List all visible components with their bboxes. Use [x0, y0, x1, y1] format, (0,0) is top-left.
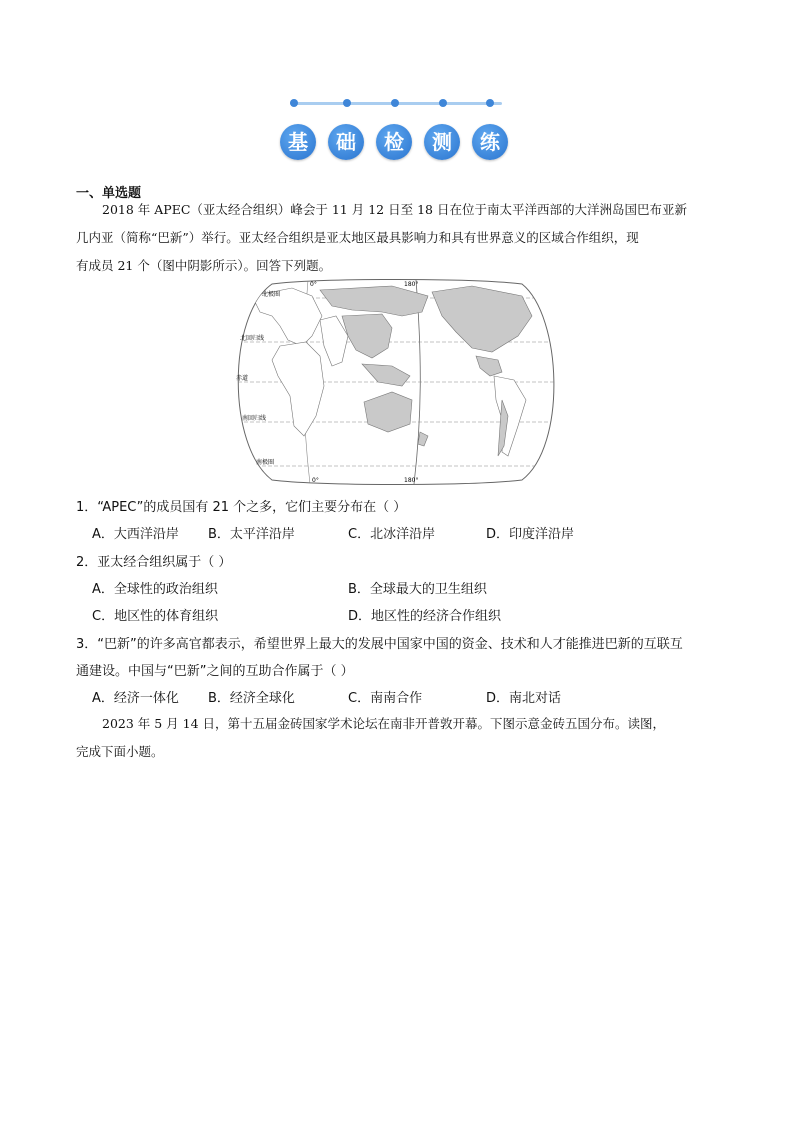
header-decor-dot [391, 99, 399, 107]
section-title: 一、单选题 [76, 186, 142, 201]
map-label-180-top: 180° [404, 281, 419, 288]
question-3-stem-line-1: 3．“巴新”的许多高官都表示，希望世界上最大的发展中国家中国的资金、技术和人才能推进巴新的互联互 [76, 637, 683, 652]
intro-paragraph [76, 196, 724, 280]
outro-paragraph [76, 710, 724, 766]
intro-line-1 [76, 196, 724, 224]
map-label-tropic-cancer: 北回归线 [240, 335, 265, 342]
outro-line-1 [76, 710, 724, 738]
map-label-180-bottom: 180° [404, 477, 419, 484]
header-badge: 检 [376, 124, 412, 160]
question-3-option-c[interactable]: C．南南合作 [348, 691, 423, 706]
map-label-tropic-capricorn: 南回归线 [242, 415, 267, 422]
header-badge: 练 [472, 124, 508, 160]
question-2-option-b[interactable]: B．全球最大的卫生组织 [348, 582, 487, 597]
intro-line-2: 几内亚（简称“巴新”）举行。亚太经合组织是亚太地区最具影响力和具有世界意义的区域合作组织，现 [76, 230, 639, 245]
question-1-option-c[interactable]: C．北冰洋沿岸 [348, 527, 436, 542]
header-badge: 础 [328, 124, 364, 160]
header-decor-dot [486, 99, 494, 107]
intro-line-3: 有成员 21 个（图中阴影所示）。回答下列题。 [76, 258, 332, 273]
question-1-option-d[interactable]: D．印度洋沿岸 [486, 527, 575, 542]
header-badge: 测 [424, 124, 460, 160]
header-decor-dot [343, 99, 351, 107]
question-2-option-a[interactable]: A．全球性的政治组织 [92, 582, 218, 597]
map-label-0-top: 0° [310, 281, 317, 288]
question-2-stem: 2．亚太经合组织属于（ ） [76, 555, 232, 570]
map-label-arctic-circle: 北极圈 [262, 291, 281, 298]
question-2-option-d[interactable]: D．地区性的经济合作组织 [348, 609, 502, 624]
question-1-option-a[interactable]: A．大西洋沿岸 [92, 527, 179, 542]
header-badges [280, 124, 508, 160]
map-label-equator: 赤道 [236, 375, 249, 382]
header-decor-dot [290, 99, 298, 107]
question-3-stem-line-2: 通建设。中国与“巴新”之间的互助合作属于（ ） [76, 664, 354, 679]
question-3-option-d[interactable]: D．南北对话 [486, 691, 562, 706]
world-map [232, 276, 562, 488]
outro-text: 2023 年 5 月 14 日，第十五届金砖国家学术论坛在南非开普敦开幕。下图示意金砖五国分布。读图， [102, 716, 666, 731]
question-2-option-c[interactable]: C．地区性的体育组织 [92, 609, 219, 624]
question-1-stem: 1．“APEC”的成员国有 21 个之多，它们主要分布在（ ） [76, 500, 407, 515]
question-3-option-a[interactable]: A．经济一体化 [92, 691, 179, 706]
intro-text: 2018 年 APEC（亚太经合组织）峰会于 11 月 12 日至 18 日在位于南太平洋西部的大洋洲岛国巴布亚新 [102, 202, 687, 217]
map-label-0-bottom: 0° [312, 477, 319, 484]
header-decor-dot [439, 99, 447, 107]
question-1-option-b[interactable]: B．太平洋沿岸 [208, 527, 295, 542]
map-label-antarctic-circle: 南极圈 [256, 459, 275, 466]
header-badge: 基 [280, 124, 316, 160]
question-3-option-b[interactable]: B．经济全球化 [208, 691, 295, 706]
outro-line-2: 完成下面小题。 [76, 744, 164, 759]
section-header [0, 96, 794, 166]
